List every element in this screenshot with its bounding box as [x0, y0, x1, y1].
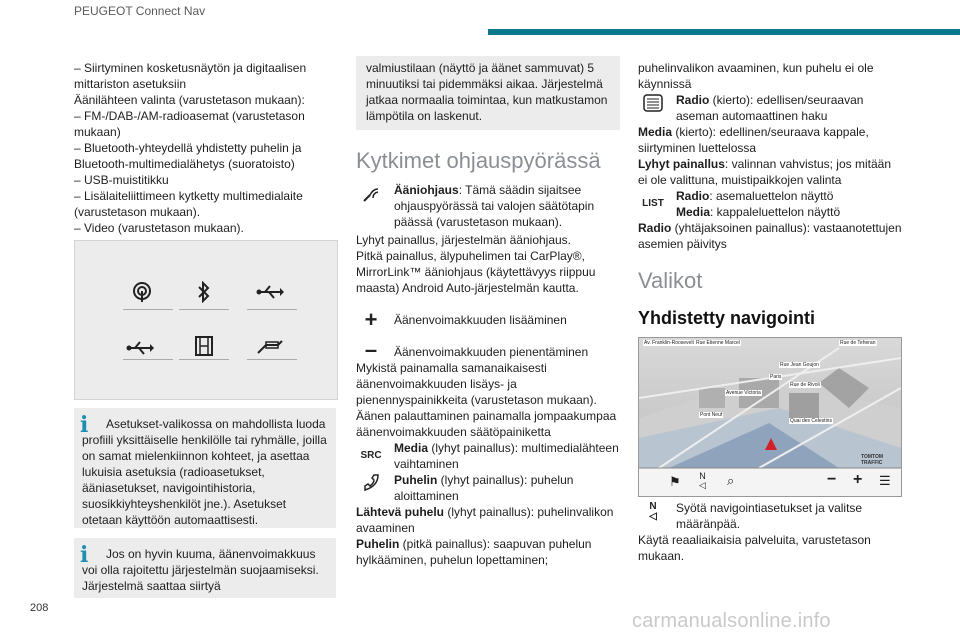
label: Puhelin [356, 537, 400, 551]
thumbwheel-icon [640, 94, 666, 116]
label: Lyhyt painallus [638, 157, 725, 171]
navigation-description [638, 500, 902, 564]
map-label: Av. Franklin-Roosevelt [644, 340, 694, 346]
header-accent-bar [488, 29, 960, 35]
bluetooth-icon [189, 279, 219, 305]
text: : asemaluettelon näyttö [709, 189, 834, 203]
info-text: Asetukset-valikossa on mahdollista luoda profiili yksittäiselle henkilölle tai ryhmälle, joilla on samat mielenkiinnon kohteet, ja asettaa lukuisia asetuksia (radioasetukset, ääniasetukset, navigointihistoria, suosikkiyhteyshenkilöt jne.). Asetukset otetaan käyttöön automaattisesti. [82, 417, 327, 527]
map-label: Avenue Victoria [726, 390, 761, 396]
map-label: Rue de Rivoli [790, 382, 820, 388]
nav-row [638, 500, 902, 532]
watermark: carmanualsonline.info [632, 610, 831, 632]
label: Radio [676, 93, 710, 107]
text: : Tämä säädin sijaitsee ohjauspyörässä tai valojen säätötapin päässä (varustetason mukaan). [394, 183, 595, 229]
text: (kierto): edellinen/seuraava kappale, siirtyminen luettelossa [638, 125, 869, 155]
aux-jack-icon [255, 333, 285, 359]
voice-control-row [356, 182, 622, 230]
src-icon: SRC [360, 450, 382, 461]
list-item: – FM-/DAB-/AM-radioasemat (varustetason mukaan) [74, 109, 305, 139]
divider [179, 309, 229, 310]
list-item: – USB-muistitikku [74, 173, 169, 187]
divider [247, 359, 297, 360]
label: Lähtevä puhelu [356, 505, 445, 519]
text: : valinnan vahvistus; jos mitään ei ole valittuna, muistipaikkojen valinta [638, 157, 891, 187]
column-1 [74, 60, 338, 236]
text: (lyhyt painallus): multimedialähteen vaihtaminen [394, 441, 619, 471]
src-row [356, 440, 622, 472]
info-box-continued [356, 56, 620, 130]
info-text: Jos on hyvin kuuma, äänenvoimakkuus voi olla rajoitettu järjestelmän suojaamiseksi. Järjestelmä saattaa siirtyä [82, 547, 319, 593]
label: Media [676, 205, 711, 219]
text: (kierto): edellisen/seuraavan aseman automaattinen haku [676, 93, 864, 123]
text: (lyhyt painallus): puhelun aloittaminen [394, 473, 574, 503]
usb-icon [125, 335, 155, 361]
radio-icon [127, 279, 157, 305]
subsection-heading: Yhdistetty navigointi [638, 308, 816, 328]
volume-down-row [356, 337, 622, 362]
divider [179, 359, 229, 360]
label: Ääniohjaus [394, 183, 459, 197]
map-label: Rue de Teheran [840, 340, 876, 346]
map-toolbar [639, 470, 901, 494]
map-label: Rue Etienne Marcel [696, 340, 740, 346]
label: Radio [638, 221, 672, 235]
steering-controls [356, 182, 622, 229]
text: Äänenvoimakkuuden pienentäminen [394, 345, 589, 359]
navigation-map-screenshot [638, 337, 902, 497]
minus-icon[interactable]: − [827, 471, 837, 488]
wheel-row [638, 92, 902, 124]
info-icon: i [80, 412, 89, 438]
info-box-profiles [74, 408, 336, 528]
text: Käytä reaaliaikaisia palveluita, varustetason mukaan. [638, 533, 871, 563]
divider [247, 309, 297, 310]
text: (yhtäjaksoinen painallus): vastaanotettujen asemien päivitys [638, 221, 902, 251]
map-label: Quai des Celestins [790, 418, 832, 424]
map-label: Pont Neuf [700, 412, 723, 418]
phone-icon [358, 474, 384, 496]
menu-icon[interactable]: ☰ [879, 473, 891, 488]
list-item: – Video (varustetason mukaan). [74, 221, 244, 235]
volume-up-row [356, 307, 622, 344]
info-box-heat [74, 538, 336, 598]
volume-controls [356, 307, 622, 568]
text: Mykistä painamalla samanaikaisesti äänenvoimakkuuden lisäys- ja pienennyspainikkeita (varustetason mukaan). Äänen palauttaminen painamalla jompaakumpaa äänenvoimakkuuden säätöpainiketta [356, 361, 617, 439]
section-heading: Valikot [638, 268, 703, 293]
search-icon[interactable]: ⌕ [727, 473, 735, 488]
list-item: – Bluetooth-yhteydellä yhdistetty puhelin ja Bluetooth-multimedialähetys (suoratoisto) [74, 141, 302, 171]
text: (lyhyt painallus): puhelinvalikon avaaminen [356, 505, 614, 535]
label: Puhelin [394, 473, 438, 487]
phone-row [356, 472, 622, 504]
voice-command-icon [358, 184, 384, 208]
label: Media [394, 441, 429, 455]
checkered-flag-icon[interactable]: ⚑ [669, 474, 681, 489]
page-number: 208 [30, 602, 49, 614]
compass-north-icon[interactable]: N ◁ [699, 471, 706, 490]
source-icons-panel [74, 240, 338, 400]
list-item: – Siirtyminen kosketusnäytön ja digitaalisen mittariston asetuksiin [74, 61, 307, 91]
text: puhelinvalikon avaaminen, kun puhelu ei ole käynnissä [638, 61, 874, 91]
text: : kappaleluettelon näyttö [710, 205, 841, 219]
text: Pitkä painallus, älypuhelimen tai CarPlay®, MirrorLink™ ääniohjaus (käytettävyys riippuu maasta) Android Auto-järjestelmän kautta. [356, 249, 596, 295]
usb-icon [255, 279, 285, 305]
text: Syötä navigointiasetukset ja valitse määränpää. [676, 501, 863, 531]
list-row [638, 188, 902, 220]
label: Radio [676, 189, 710, 203]
list-item: Äänilähteen valinta (varustetason mukaan): [74, 93, 305, 107]
plus-icon: + [364, 307, 378, 332]
tomtom-traffic-logo: TOMTOM TRAFFIC [861, 454, 884, 466]
list-item: – Lisälaiteliittimeen kytketty multimedialaite (varustetason mukaan). [74, 189, 303, 219]
plus-icon[interactable]: + [853, 471, 863, 488]
compass-north-icon: N ◁ [649, 501, 657, 522]
text: (pitkä painallus): saapuvan puhelun hylkääminen, puhelun lopettaminen; [356, 537, 592, 567]
minus-icon: – [364, 337, 378, 362]
voice-details [356, 232, 622, 296]
info-icon: i [80, 542, 89, 568]
map-label: Rue Jean Goujon [780, 362, 819, 368]
divider [123, 359, 173, 360]
label: Media [638, 125, 673, 139]
text: Äänenvoimakkuuden lisääminen [394, 313, 567, 327]
map-label: Paris [770, 374, 782, 380]
list-icon: LIST [642, 198, 664, 209]
divider [123, 309, 173, 310]
header-title: PEUGEOT Connect Nav [74, 4, 206, 18]
column-3 [638, 60, 902, 252]
section-heading: Kytkimet ohjauspyörässä [356, 148, 601, 173]
video-icon [189, 333, 219, 359]
info-text: valmiustilaan (näyttö ja äänet sammuvat) 5 minuutiksi tai pidemmäksi aikaa. Järjestelmä jatkaa normaalia toimintaa, kun matkustamon lämpötila on laskenut. [366, 61, 608, 123]
text: Lyhyt painallus, järjestelmän ääniohjaus. [356, 233, 572, 247]
